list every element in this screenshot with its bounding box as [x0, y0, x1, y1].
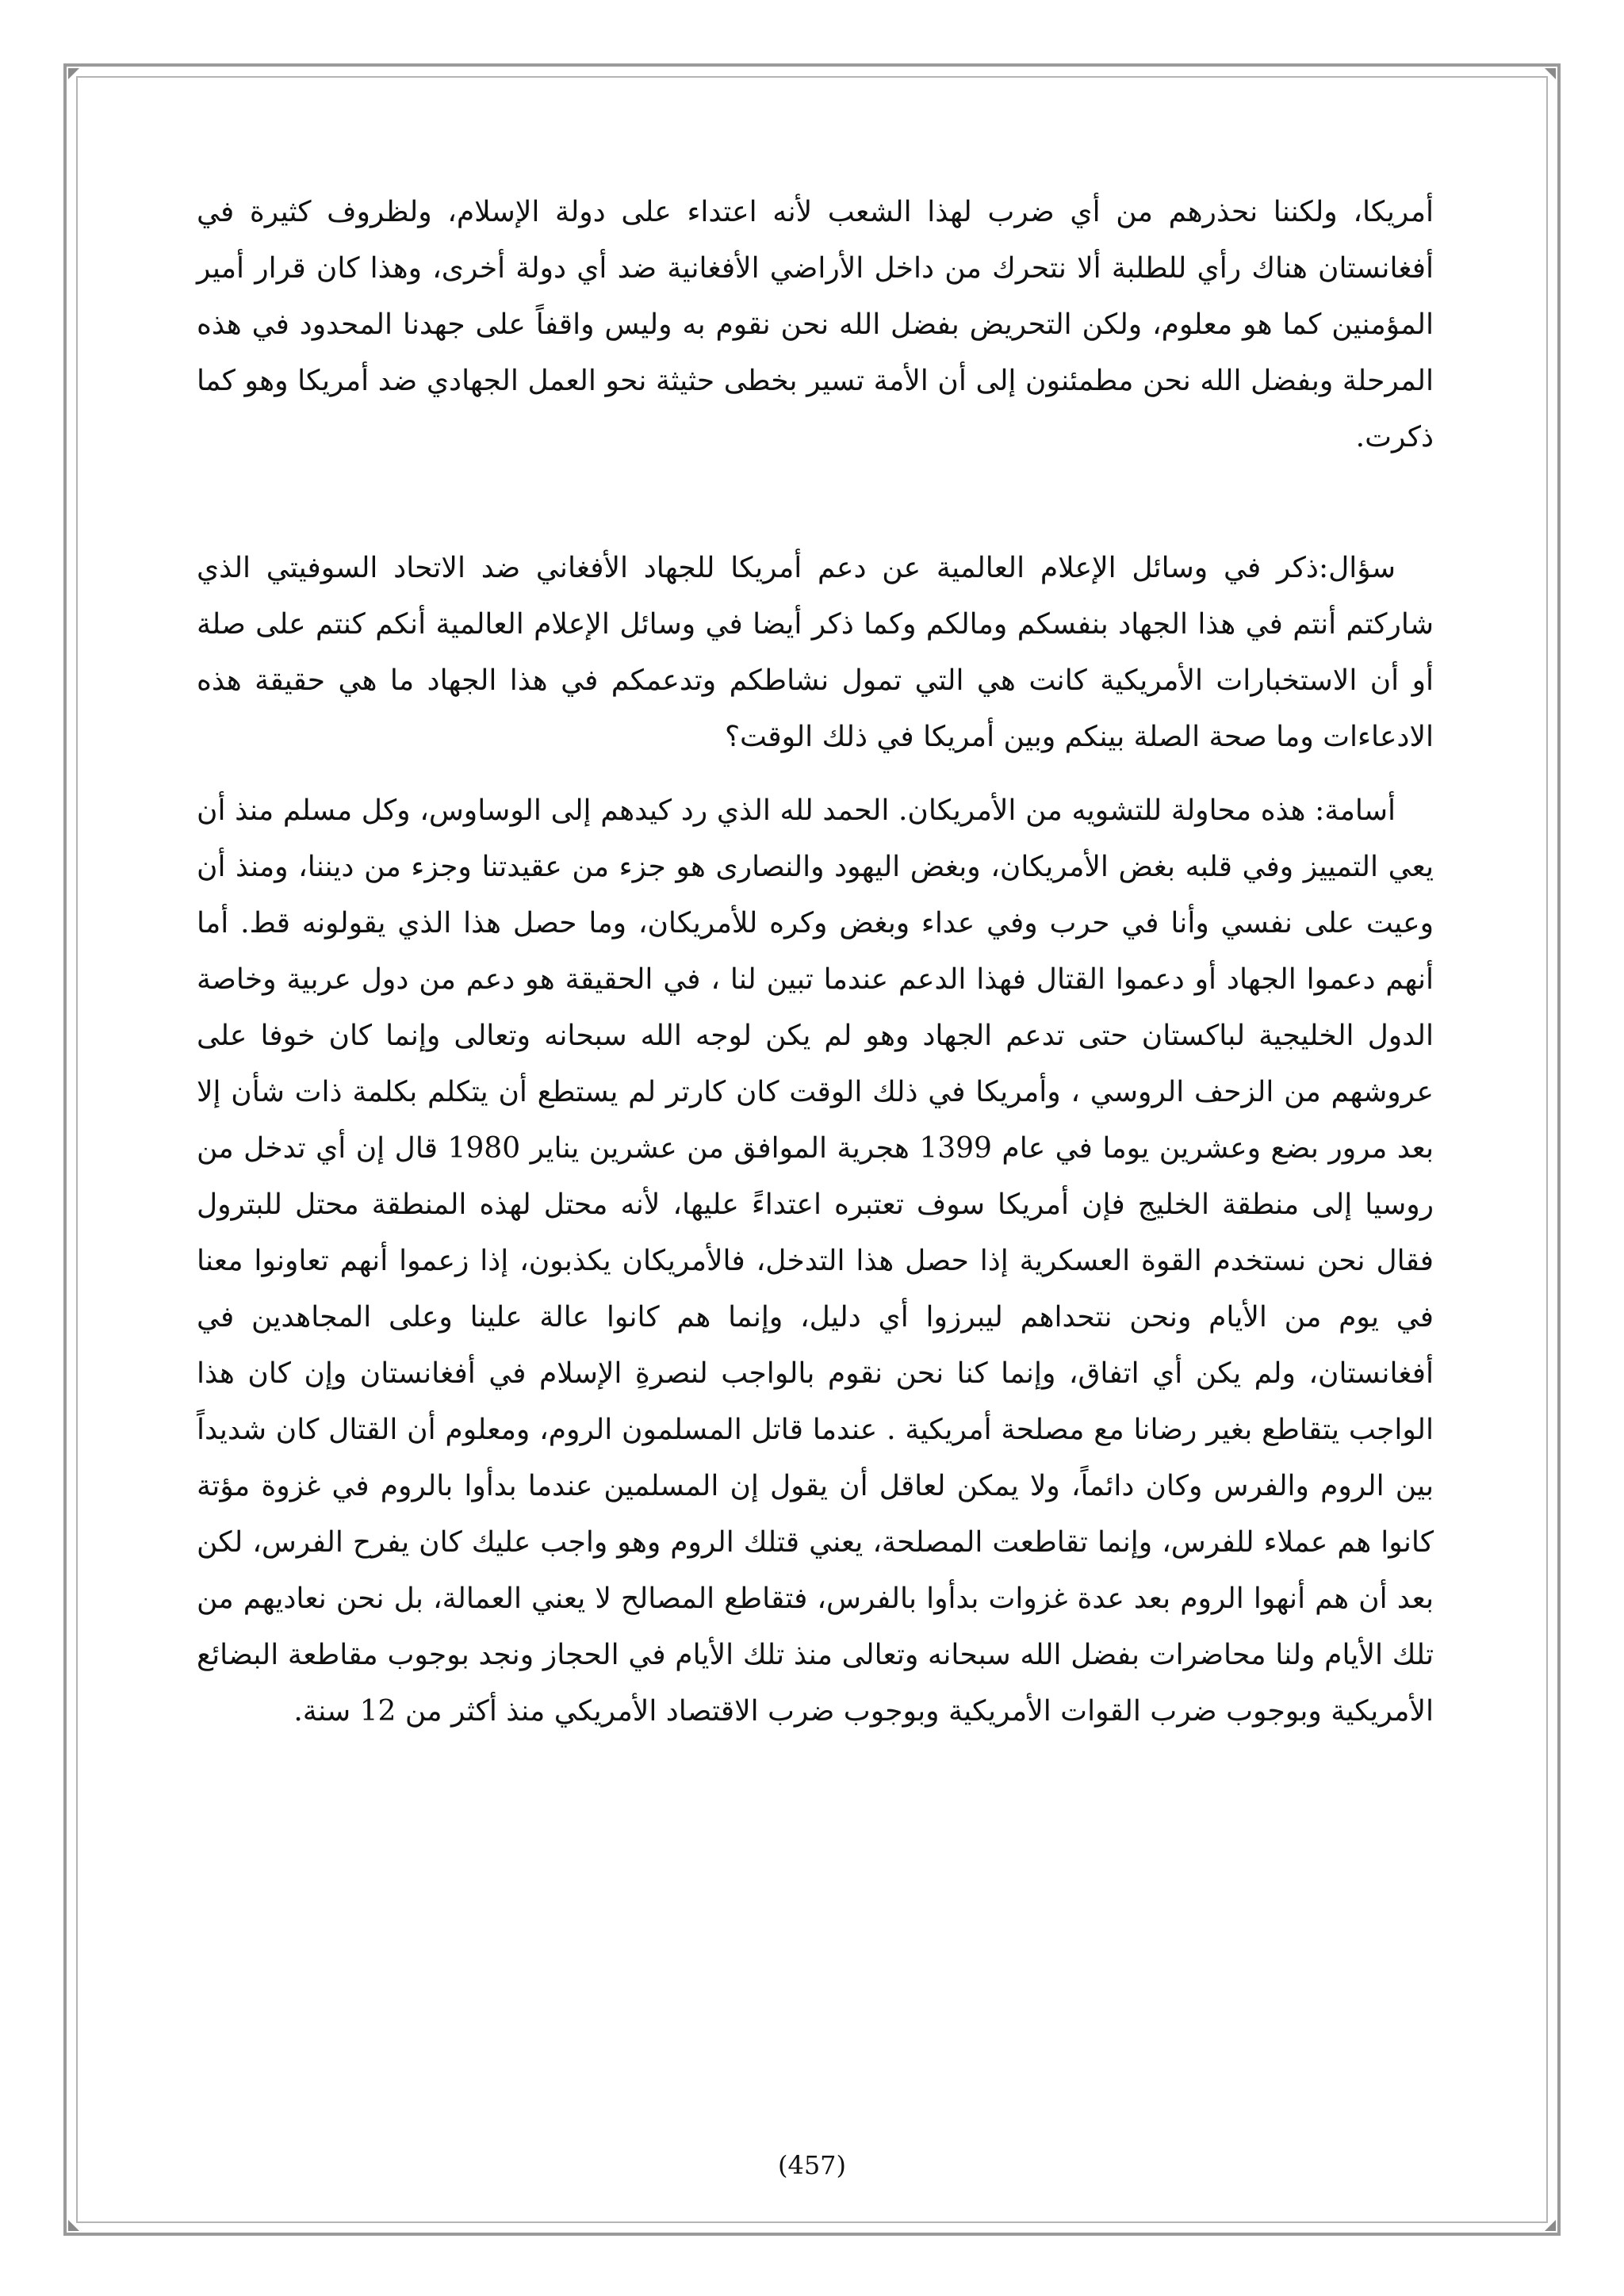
paragraph-answer: أسامة: هذه محاولة للتشويه من الأمريكان. الحمد لله الذي رد كيدهم إلى الوساوس، وكل مسلم منذ أن يعي التمييز وفي قلبه بغض الأمريكان، وبغض اليهود والنصارى هو جزء من عقيدتنا وجزء من ديننا، ومنذ أن وعيت على نفسي وأنا في حرب وفي عداء وبغض وكره للأمريكان، وما حصل هذا الذي يقولونه قط. أما أنهم دعموا الجهاد أو دعموا القتال فهذا الدعم عندما تبين لنا ، في الحقيقة هو دعم من دول عربية وخاصة الدول الخليجية لباكستان حتى تدعم الجهاد وهو لم يكن لوجه الله سبحانه وتعالى وإنما كان خوفا على عروشهم من الزحف الروسي ، وأمريكا في ذلك الوقت كان كارتر لم يستطع أن يتكلم بكلمة ذات شأن إلا بعد مرور بضع وعشرين يوما في عام 1399 هجرية الموافق من عشرين يناير 1980 قال إن أي تدخل من روسيا إلى منطقة الخليج فإن أمريكا سوف تعتبره اعتداءً عليها، لأنه محتل لهذه المنطقة محتل للبترول فقال نحن نستخدم القوة العسكرية إذا حصل هذا التدخل، فالأمريكان يكذبون، إذا زعموا أنهم تعاونوا معنا في يوم من الأيام ونحن نتحداهم ليبرزوا أي دليل، وإنما هم كانوا عالة علينا وعلى المجاهدين في أفغانستان، ولم يكن أي اتفاق، وإنما كنا نحن نقوم بالواجب لنصرةِ الإسلام في أفغانستان وإن كان هذا الواجب يتقاطع بغير رضانا مع مصلحة أمريكية . عندما قاتل المسلمون الروم، ومعلوم أن القتال كان شديداً بين الروم والفرس وكان دائماً، ولا يمكن لعاقل أن يقول إن المسلمين عندما بدأوا بالروم في غزوة مؤتة كانوا هم عملاء للفرس، وإنما تقاطعت المصلحة، يعني قتلك الروم وهو واجب عليك كان يفرح الفرس، لكن بعد أن هم أنهوا الروم بعد عدة غزوات بدأوا بالفرس، فتقاطع المصالح لا يعني العمالة، بل نحن نعاديهم من تلك الأيام ولنا محاضرات بفضل الله سبحانه وتعالى منذ تلك الأيام في الحجاز ونجد بوجوب مقاطعة البضائع الأمريكية وبوجوب ضرب القوات الأمريكية وبوجوب ضرب الاقتصاد الأمريكي منذ أكثر من 12 سنة.	[197, 794, 1434, 1728]
paragraph-question: سؤال:ذكر في وسائل الإعلام العالمية عن دعم أمريكا للجهاد الأفغاني ضد الاتحاد السوفيتي الذي شاركتم أنتم في هذا الجهاد بنفسكم ومالكم وكما ذكر أيضا في وسائل الإعلام العالمية أنكم كنتم على صلة أو أن الاستخبارات الأمريكية كانت هي التي تمول نشاطكم وتدعمكم في هذا الجهاد ما هي حقيقة هذه الادعاءات وما صحة الصلة بينكم وبين أمريكا في ذلك الوقت؟	[197, 552, 1434, 753]
paragraph-spacer	[197, 765, 1434, 783]
page-number: (457)	[777, 2150, 847, 2180]
paragraph-answer-continued: أمريكا، ولكننا نحذرهم من أي ضرب لهذا الشعب لأنه اعتداء على دولة الإسلام، ولظروف كثيرة في أفغانستان هناك رأي للطلبة ألا نتحرك من داخل الأراضي الأفغانية ضد أي دولة أخرى، وهذا كان قرار أمير المؤمنين كما هو معلوم، ولكن التحريض بفضل الله نحن نقوم به وليس واقفاً على جهدنا المحدود في هذه المرحلة وبفضل الله نحن مطمئنون إلى أن الأمة تسير بخطى حثيثة نحو العمل الجهادي ضد أمريكا وهو كما ذكرت.	[197, 196, 1434, 453]
document-body	[197, 184, 1434, 1739]
paragraph-spacer	[197, 465, 1434, 540]
